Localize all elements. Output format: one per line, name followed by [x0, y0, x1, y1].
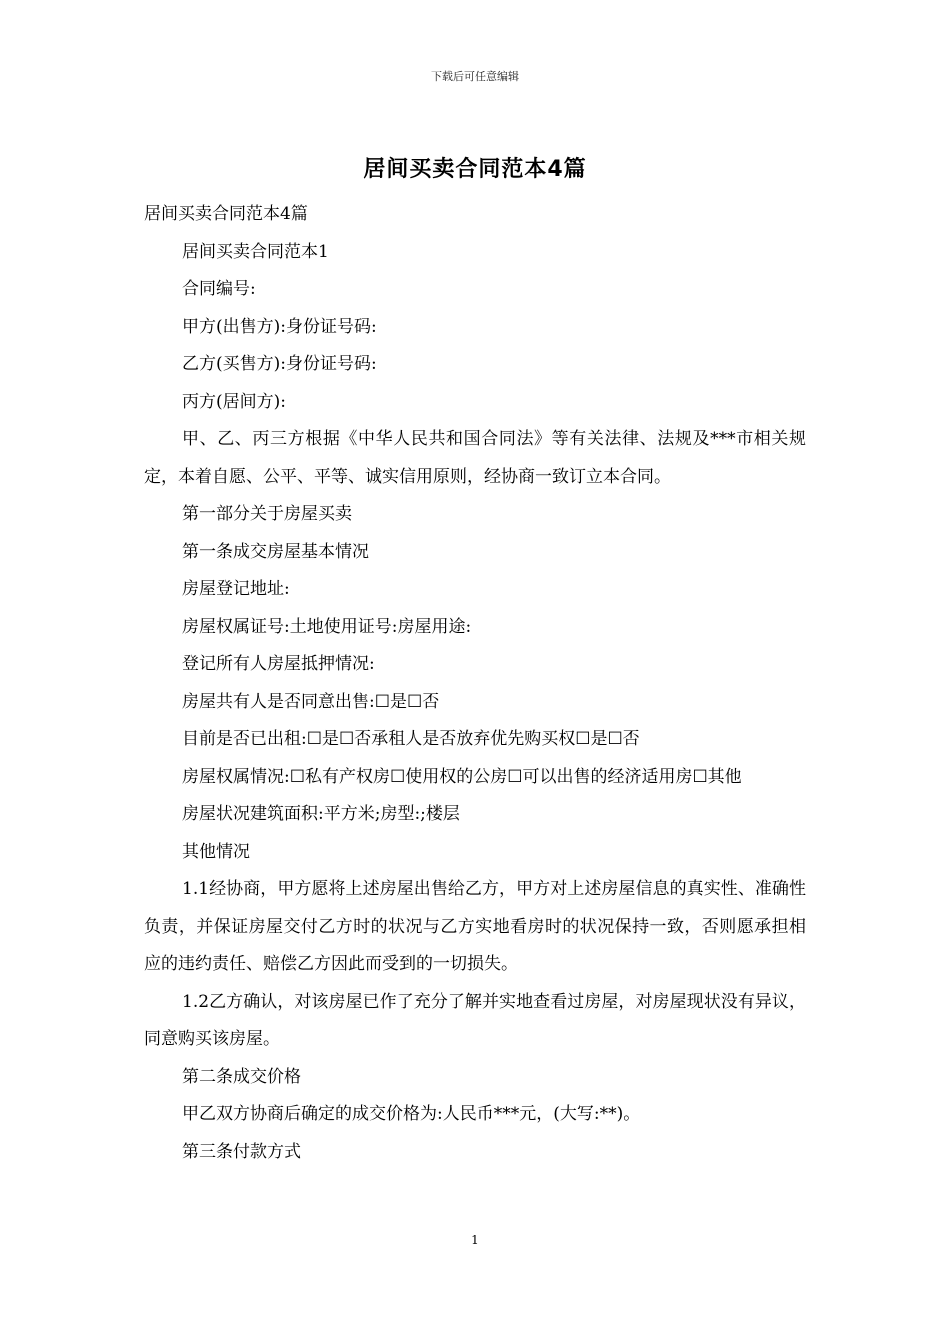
body-paragraph: 居间买卖合同范本4篇	[144, 204, 308, 224]
document-body	[144, 196, 806, 1171]
body-paragraph: 目前是否已出租:☐是☐否承租人是否放弃优先购买权☐是☐否	[182, 729, 640, 749]
body-paragraph: 甲、乙、丙三方根据《中华人民共和国合同法》等有关法律、法规及***市相关规定，本着自愿、公平、平等、诚实信用原则，经协商一致订立本合同。	[144, 429, 806, 487]
body-paragraph: 房屋共有人是否同意出售:☐是☐否	[182, 691, 440, 712]
body-paragraph: 第一部分关于房屋买卖	[182, 504, 352, 524]
body-paragraph: 1.2乙方确认，对该房屋已作了充分了解并实地查看过房屋，对房屋现状没有异议，同意购买该房屋。	[144, 991, 806, 1049]
body-paragraph: 1.1经协商，甲方愿将上述房屋出售给乙方，甲方对上述房屋信息的真实性、准确性负责，并保证房屋交付乙方时的状况与乙方实地看房时的状况保持一致，否则愿承担相应的违约责任、赔偿乙方因此而受到的一切损失。	[144, 879, 806, 974]
body-paragraph: 房屋登记地址:	[182, 579, 290, 599]
page-header-note: 下载后可任意编辑	[431, 70, 519, 83]
body-paragraph: 房屋权属情况:☐私有产权房☐使用权的公房☐可以出售的经济适用房☐其他	[182, 766, 742, 787]
body-paragraph: 其他情况	[182, 841, 250, 862]
body-paragraph: 登记所有人房屋抵押情况:	[182, 654, 375, 674]
body-paragraph: 房屋状况建筑面积:平方米;房型:;楼层	[182, 804, 460, 824]
body-paragraph: 甲方(出售方):身份证号码:	[182, 316, 377, 337]
body-paragraph: 甲乙双方协商后确定的成交价格为:人民币***元，(大写:**)。	[182, 1104, 641, 1124]
body-paragraph: 丙方(居间方):	[182, 391, 286, 412]
body-paragraph: 乙方(买售方):身份证号码:	[182, 354, 377, 374]
body-paragraph: 第三条付款方式	[182, 1141, 301, 1162]
document-title: 居间买卖合同范本4篇	[363, 157, 587, 182]
body-paragraph: 房屋权属证号:土地使用证号:房屋用途:	[182, 616, 472, 637]
page-number: 1	[471, 1233, 479, 1247]
body-paragraph: 合同编号:	[182, 279, 256, 299]
body-paragraph: 第二条成交价格	[182, 1066, 301, 1087]
body-paragraph: 居间买卖合同范本1	[182, 241, 329, 262]
body-paragraph: 第一条成交房屋基本情况	[182, 541, 369, 562]
